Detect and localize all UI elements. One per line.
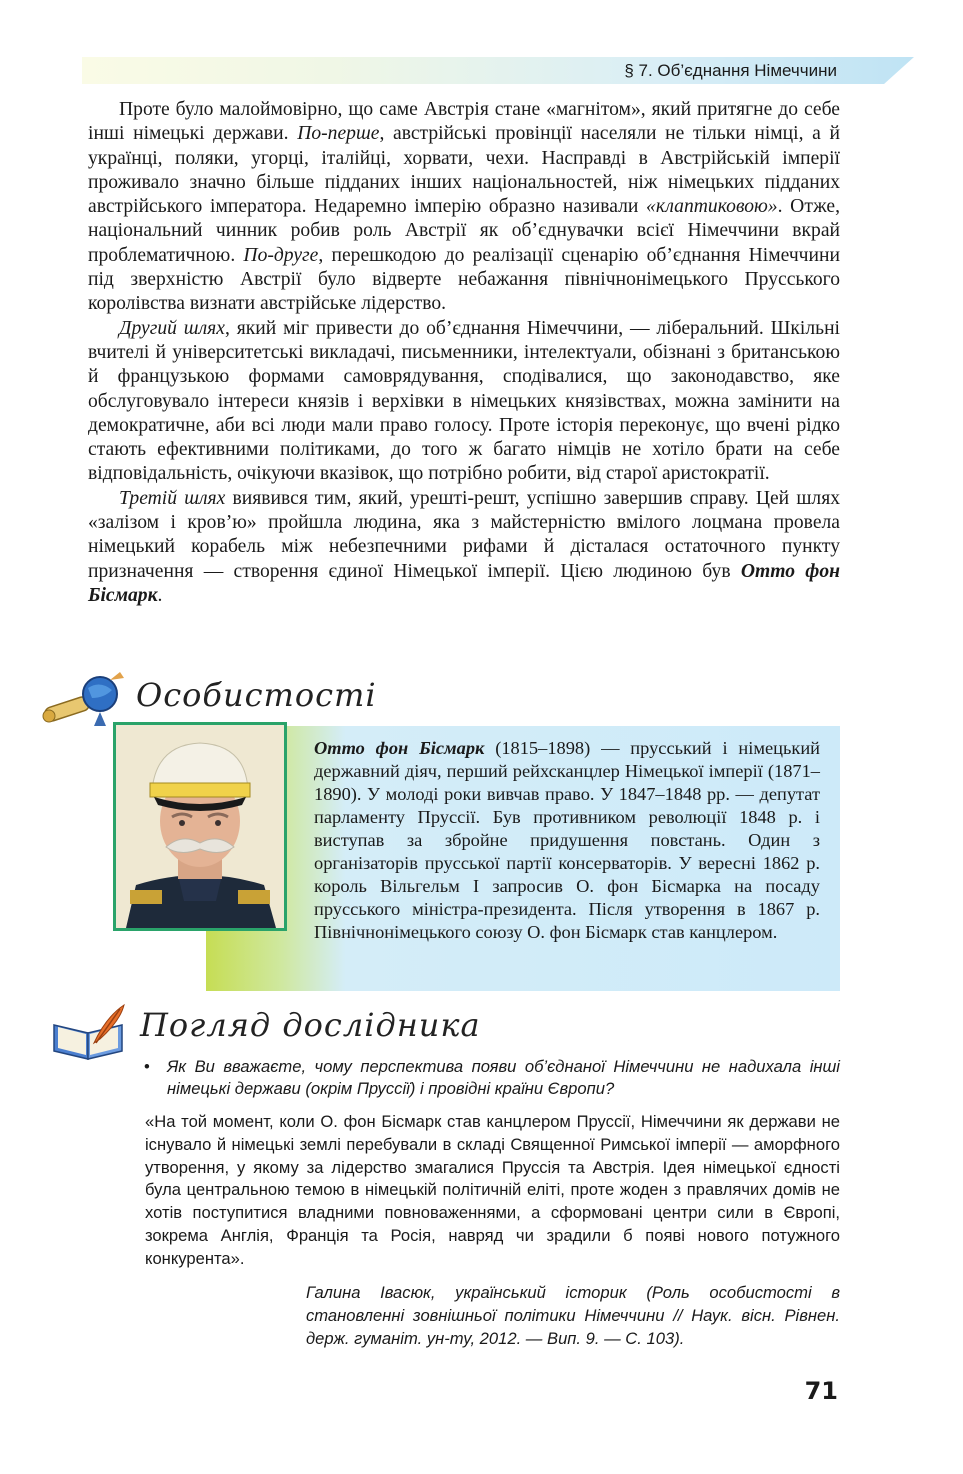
personalities-heading: Особистості bbox=[136, 676, 377, 714]
main-text bbox=[88, 98, 840, 608]
bismarck-portrait bbox=[113, 722, 287, 931]
question-text: Як Ви вважаєте, чому перспектива появи об’єднаної Німеччини не надихала інші німецькі держави (окрім Пруссії) і провідні країни Європи? bbox=[167, 1057, 840, 1098]
research-heading: Погляд дослідника bbox=[140, 1006, 481, 1044]
discussion-question bbox=[145, 1056, 840, 1100]
paragraph-austria: Проте було малоймовірно, що саме Австрія стане «магнітом», який притягне до себе інші німецькі держави. По-перше, австрійські провінції населяли не тільки німці, а й українці, поляки, угорці, італійці, хорвати, чехи. Насправді в Австрійській імперії проживало значно більше підданих інших національностей, ніж німецьких підданих австрійського імператора. Недаремно імперію образно називали «клаптиковою». Отже, національний чинник робив роль Австрії як об’єднувачки всієї Німеччини вкрай проблематичною. По-друге, перешкодою до реалізації сценарію об’єднання Німеччини під зверхністю Австрії було відверте небажання північнонімецького Прусського королівства визнати австрійське лідерство. bbox=[88, 99, 841, 315]
paragraph-third-way: Третій шлях виявився тим, який, урешті-решт, успішно завершив справу. Цей шлях «залізом і кров’ю» пройшла людина, яка з майстерністю вмілого лоцмана провела німецький корабель між небезпечними рифами й дісталася остаточного пункту призначення — створення єдиної Німецької імперії. Цією людиною був Отто фон Бісмарк. bbox=[88, 487, 841, 606]
bio-text: Отто фон Бісмарк (1815–1898) — прусський і німецький державний діяч, перший рейхсканцлер Німецької імперії (1871–1890). У молоді роки вивчав право. У 1847–1848 рр. — депутат парламенту Пруссії. Був противником революції 1848 р. і виступав за збройне придушення повстань. Один з організаторів прусської партії консерваторів. У вересні 1862 р. король Вільгельм I запросив О. фон Бісмарка на посаду прусського міністра-президента. Після утворення в 1867 р. Північнонімецького союзу О. фон Бісмарк став канцлером. bbox=[314, 738, 821, 942]
quote-citation: Галина Івасюк, український історик (Роль особистості в становленні зовнішньої політики Німеччини // Наук. вісн. Рівнен. держ. гуманіт. ун-ту, 2012. — Вип. 9. — С. 103). bbox=[306, 1283, 840, 1348]
page-title: § 7. Об’єднання Німеччини bbox=[624, 61, 837, 80]
book-quill-icon bbox=[50, 1003, 130, 1061]
historian-quote: «На той момент, коли О. фон Бісмарк став канцлером Пруссії, Німеччини як держави не існувало й німецькі землі перебували в складі Священної Римської імперії — аморфного утворення, у якому за лідерство змагалися Пруссія та Австрія. Ідея німецької єдності була центральною темою в німецькій політичній еліті, проте жоден з правлячих домів не хотів поступитися владними повноваженнями, а сформовані центри сили в Європі, зокрема Англія, Франція та Росія, навряд чи зрадили б появі нового потужного конкурента». bbox=[145, 1112, 840, 1268]
question-bullet: • bbox=[144, 1057, 150, 1076]
paragraph-liberal: Другий шлях, який міг привести до об’єднання Німеччини, — ліберальний. Шкільні вчителі й університетські викладачі, письменники, інтелектуали, обізнані з британською й французькою формами самоврядування, сподівалися, що законодавство, яке обслуговувало інтереси князів і верхівки в німецьких князівствах, можна замінити на демократичне, аби всі люди мали право голосу. Проте історія переконує, що вчені рідко стають ефективними політиками, до того ж багато німців не хотіло брати на себе відповідальність, очікуючи вказівок, що потрібно робити, від старої аристократії. bbox=[88, 317, 841, 485]
page-number: 71 bbox=[804, 1377, 838, 1405]
